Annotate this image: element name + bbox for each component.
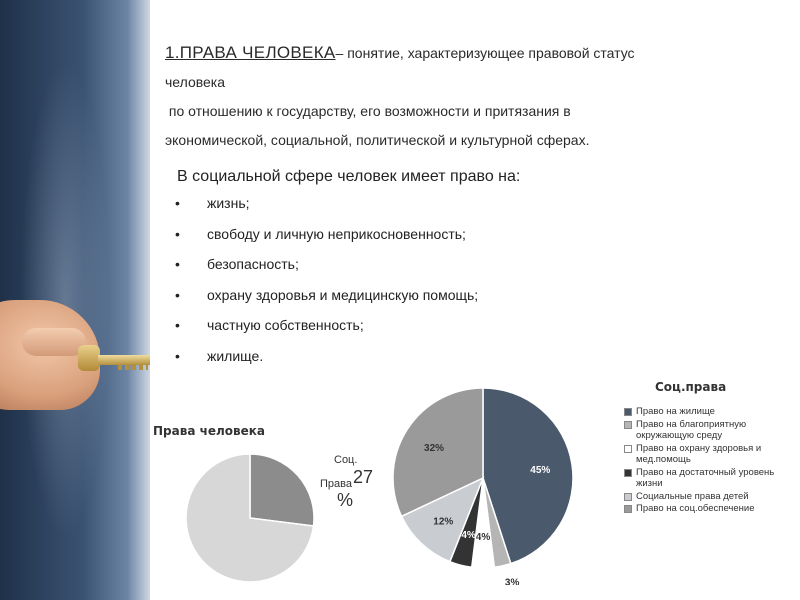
pie-data-label: 45% (530, 464, 551, 476)
legend-label: Право на соц.обеспечение (636, 503, 755, 514)
pie-label-line1: Соц. (334, 454, 358, 466)
legend-swatch (624, 469, 632, 477)
chart-legend (624, 406, 794, 516)
pie-chart-human-rights (180, 448, 320, 588)
legend-swatch (624, 421, 632, 429)
list-item-text: жилище. (207, 347, 264, 364)
legend-label: Социальные права детей (636, 490, 749, 502)
bullet-icon: • (175, 256, 180, 272)
list-item (175, 344, 478, 375)
legend-item (624, 503, 794, 515)
pie-data-label: 3% (504, 577, 520, 585)
chart-title-human-rights: Права человека (153, 424, 265, 438)
bullet-icon: • (175, 347, 180, 364)
definition-line-1 (165, 38, 765, 68)
legend-label: Право на достаточный уровень жизни (636, 466, 775, 489)
definition-line-2: человека (165, 74, 226, 90)
list-item (175, 191, 478, 222)
legend-item (624, 406, 794, 418)
list-item (175, 252, 478, 283)
legend-item (624, 443, 794, 466)
list-item (175, 222, 478, 253)
bullet-icon: • (175, 286, 180, 303)
bullet-icon: • (175, 317, 180, 333)
key-teeth-image (118, 364, 148, 370)
legend-item (624, 491, 794, 503)
legend-swatch (624, 505, 632, 513)
pie-slice-1 (250, 454, 314, 526)
bullet-icon: • (175, 195, 180, 211)
pie-label-value: 27 (353, 467, 374, 487)
decorative-background-strip (0, 0, 150, 600)
bullet-icon: • (175, 225, 180, 242)
list-item-text: безопасность; (207, 256, 299, 272)
definition-paragraph (165, 38, 765, 155)
list-item (175, 283, 478, 314)
list-item-text: частную собственность; (207, 317, 364, 333)
list-item-text: охрану здоровья и медицинскую помощь; (207, 286, 479, 303)
rights-intro: В социальной сфере человек имеет право на: (177, 168, 521, 185)
legend-label: Право на охрану здоровья и мед.помощь (636, 442, 762, 465)
definition-text: – понятие, характеризующее правовой статус (335, 45, 635, 61)
list-item-text: жизнь; (207, 195, 250, 211)
legend-swatch (624, 408, 632, 416)
pie-data-label: 4% (461, 530, 476, 542)
legend-item (624, 467, 794, 490)
pie-data-label: 32% (424, 442, 445, 454)
legend-swatch (624, 493, 632, 501)
rights-list (175, 191, 478, 374)
pie-data-label: 12% (433, 516, 454, 528)
chart-title-social-rights: Соц.права (655, 380, 727, 394)
pie-chart-social-rights (390, 385, 580, 585)
key-bow-image (78, 345, 100, 371)
pie-label-line2: Права (320, 478, 352, 490)
pie-data-label: 4% (475, 532, 491, 543)
legend-label: Право на жилище (636, 406, 715, 417)
definition-line-3: по отношению к государству, его возможности и притязания в (165, 103, 571, 119)
definition-line-4: экономической, социальной, политической и культурной сферах. (165, 132, 590, 148)
legend-item (624, 419, 794, 442)
pie-label-unit: % (337, 490, 354, 510)
list-item-text: свободу и личную неприкосновенность; (207, 225, 466, 242)
list-item (175, 313, 478, 344)
section-title: 1.ПРАВА ЧЕЛОВЕКА (165, 43, 336, 62)
legend-label: Право на благоприятную окружающую среду (636, 418, 747, 441)
finger-shape (22, 328, 86, 356)
legend-swatch (624, 445, 632, 453)
